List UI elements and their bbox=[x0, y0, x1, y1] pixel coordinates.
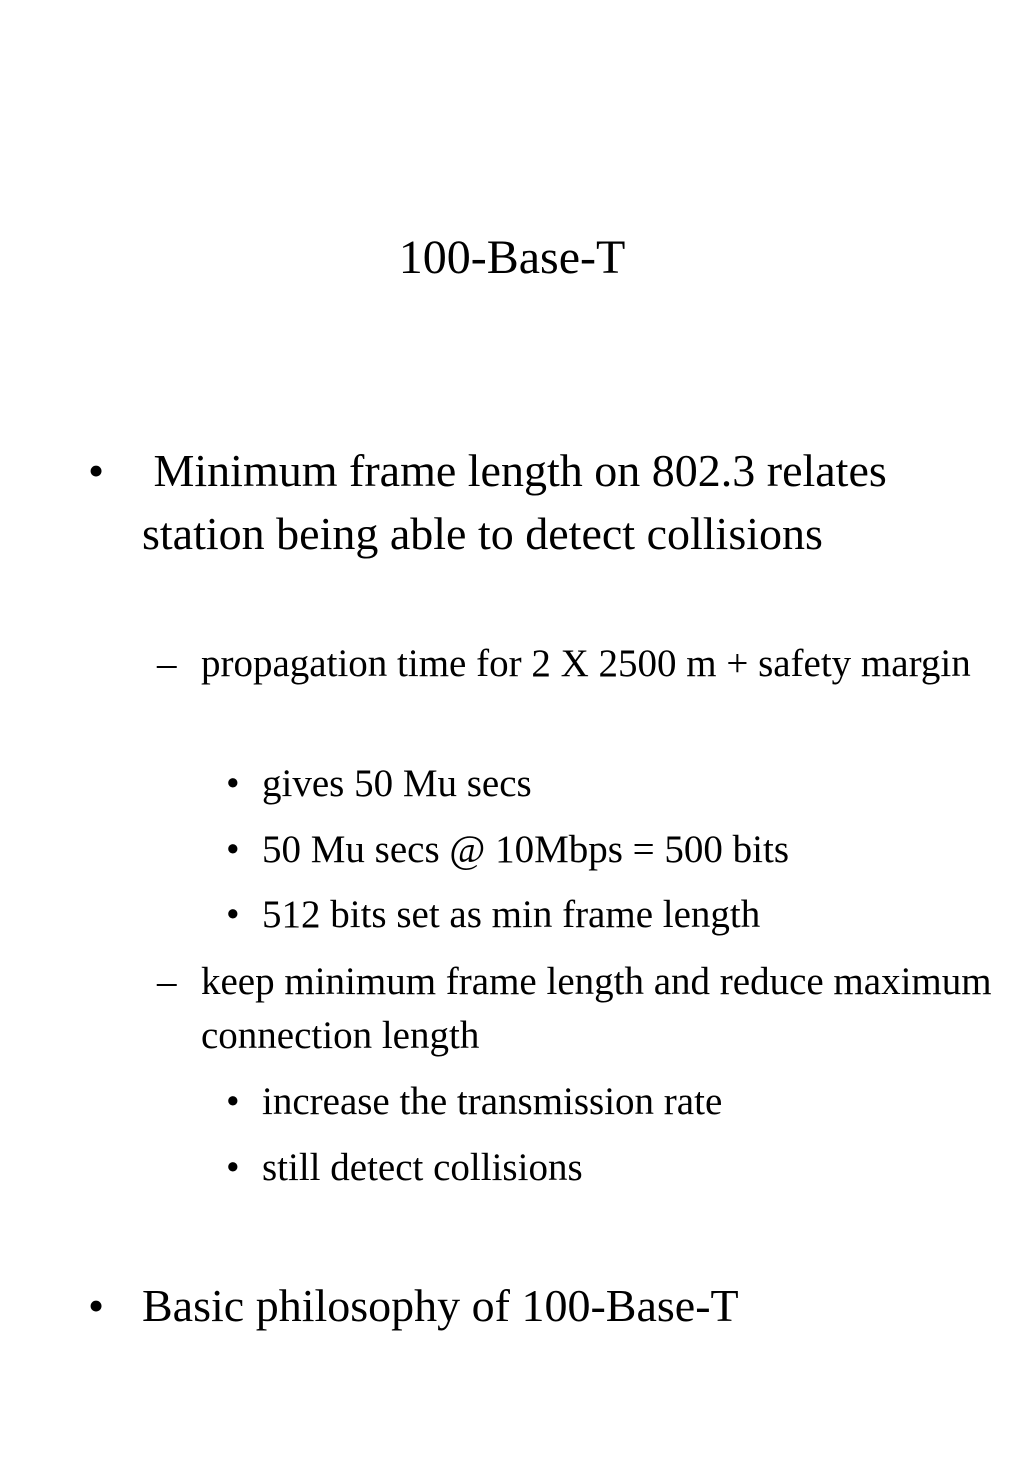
list-item bbox=[226, 1075, 1002, 1129]
dash-icon: – bbox=[157, 960, 177, 1003]
list-item-text: Basic philosophy of 100-Base-T bbox=[142, 1280, 739, 1331]
list-item bbox=[88, 1274, 1002, 1337]
list-item bbox=[157, 637, 1001, 691]
bullet-icon: • bbox=[226, 893, 240, 936]
bullet-icon: • bbox=[226, 762, 240, 805]
dash-icon: – bbox=[157, 642, 177, 685]
bullet-icon: • bbox=[226, 1080, 240, 1123]
slide-title: 100-Base-T bbox=[398, 231, 626, 284]
list-item-text: Minimum frame length on 802.3 relates station being able to detect collisions bbox=[142, 445, 899, 559]
list-item bbox=[226, 823, 1002, 877]
list-item-text: increase the transmission rate bbox=[262, 1080, 723, 1123]
list-item-text: keep minimum frame length and reduce maximum connection length bbox=[201, 960, 992, 1057]
bullet-icon: • bbox=[226, 1146, 240, 1189]
list-item bbox=[226, 757, 1002, 811]
list-item-text: propagation time for 2 X 2500 m + safety margin bbox=[201, 642, 971, 685]
bullet-icon: • bbox=[88, 445, 105, 496]
list-item-text: still detect collisions bbox=[262, 1146, 583, 1189]
bullet-icon: • bbox=[88, 1280, 105, 1331]
list-item bbox=[88, 439, 1002, 565]
list-item-text: gives 50 Mu secs bbox=[262, 762, 532, 805]
list-item bbox=[157, 955, 1001, 1063]
list-item bbox=[226, 888, 1002, 942]
list-item-text: 50 Mu secs @ 10Mbps = 500 bits bbox=[262, 828, 790, 871]
list-item bbox=[226, 1141, 1002, 1195]
bullet-icon: • bbox=[226, 828, 240, 871]
list-item-text: 512 bits set as min frame length bbox=[262, 893, 761, 936]
